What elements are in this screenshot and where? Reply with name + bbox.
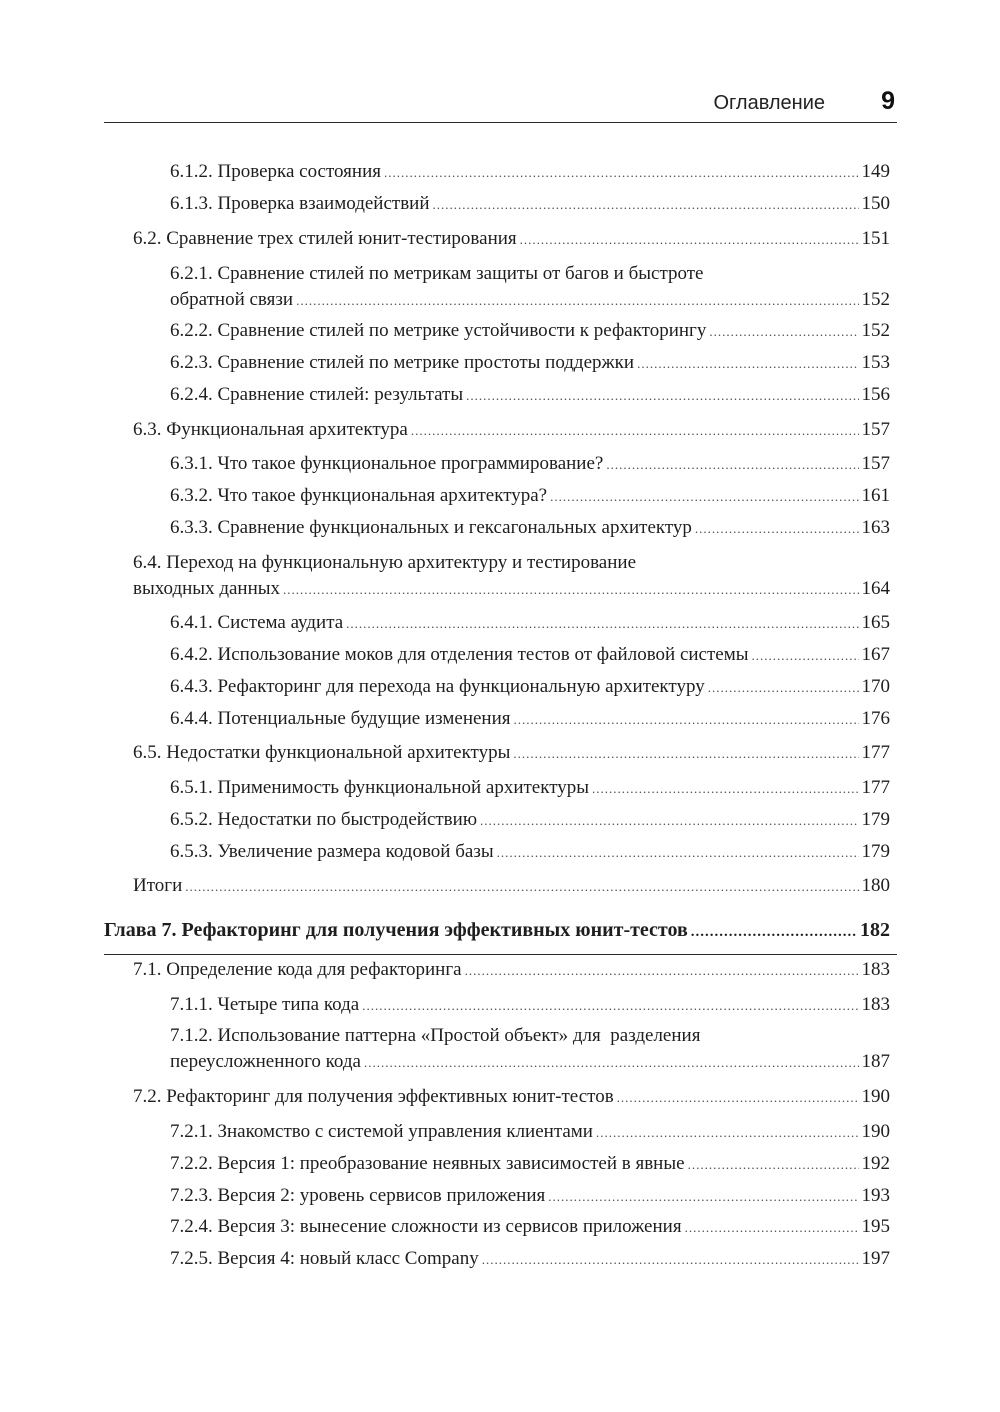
toc-entry-6-4-3[interactable] bbox=[170, 674, 890, 700]
toc-entry-7-2-2[interactable] bbox=[170, 1151, 890, 1177]
toc-entry-summary[interactable] bbox=[133, 873, 890, 899]
toc-entry-page: 152 bbox=[861, 320, 890, 341]
toc-entry-title: 7.2.1. Знакомство с системой управления клиентами bbox=[170, 1121, 593, 1142]
toc-entry-6-5[interactable] bbox=[133, 740, 890, 766]
toc-entry-6-1-3[interactable] bbox=[170, 191, 890, 217]
toc-entry-6-4-4[interactable] bbox=[170, 706, 890, 732]
toc-entry-title: 6.5.3. Увеличение размера кодовой базы bbox=[170, 841, 494, 862]
toc-entry-7-1-1[interactable] bbox=[170, 992, 890, 1018]
toc-entry-page: 193 bbox=[861, 1185, 890, 1206]
toc-entry-page: 152 bbox=[861, 289, 890, 310]
chapter-divider bbox=[104, 954, 897, 955]
toc-entry-title: 6.4.1. Система аудита bbox=[170, 612, 344, 633]
dot-leader bbox=[283, 577, 858, 602]
toc-entry-7-2-1[interactable] bbox=[170, 1119, 890, 1145]
dot-leader bbox=[617, 1085, 859, 1110]
toc-entry-title: 6.2.4. Сравнение стилей: результаты bbox=[170, 384, 464, 405]
toc-entry-page: 153 bbox=[861, 352, 890, 373]
toc-entry-6-4[interactable] bbox=[133, 550, 890, 602]
toc-entry-page: 192 bbox=[861, 1153, 890, 1174]
dot-leader bbox=[296, 288, 858, 313]
toc-chapter-7[interactable] bbox=[104, 918, 890, 945]
dot-leader bbox=[513, 741, 858, 766]
toc-entry-page: 183 bbox=[861, 994, 890, 1015]
toc-entry-page: 151 bbox=[861, 228, 890, 249]
toc-entry-title: 6.3.2. Что такое функциональная архитектура? bbox=[170, 485, 548, 506]
dot-leader bbox=[384, 160, 859, 185]
toc-entry-page: 164 bbox=[861, 578, 890, 599]
dot-leader bbox=[688, 1152, 859, 1177]
toc-entry-title: 6.1.3. Проверка взаимодействий bbox=[170, 193, 430, 214]
dot-leader bbox=[548, 1184, 858, 1209]
toc-entry-7-1[interactable] bbox=[133, 957, 890, 983]
toc-entry-page: 195 bbox=[861, 1216, 890, 1237]
toc-entry-6-5-2[interactable] bbox=[170, 807, 890, 833]
toc-entry-title: 6.5.2. Недостатки по быстродействию bbox=[170, 809, 478, 830]
toc-entry-title: 6.3. Функциональная архитектура bbox=[133, 419, 408, 440]
toc-entry-page: 190 bbox=[861, 1121, 890, 1142]
dot-leader bbox=[685, 1215, 859, 1240]
toc-entry-6-2[interactable] bbox=[133, 226, 890, 252]
toc-entry-title: 6.4.2. Использование моков для отделения тестов от файловой системы bbox=[170, 644, 749, 665]
toc-entry-6-2-2[interactable] bbox=[170, 318, 890, 344]
toc-entry-page: 150 bbox=[861, 193, 890, 214]
dot-leader bbox=[691, 920, 857, 945]
toc-entry-6-5-3[interactable] bbox=[170, 839, 890, 865]
dot-leader bbox=[364, 1050, 859, 1075]
toc-entry-title: 6.2. Сравнение трех стилей юнит-тестирования bbox=[133, 228, 517, 249]
toc-entry-title: 6.2.3. Сравнение стилей по метрике простоты поддержки bbox=[170, 352, 635, 373]
dot-leader bbox=[465, 958, 859, 983]
toc-entry-6-4-2[interactable] bbox=[170, 642, 890, 668]
toc-entry-6-5-1[interactable] bbox=[170, 775, 890, 801]
dot-leader bbox=[514, 707, 859, 732]
dot-leader bbox=[637, 351, 858, 376]
dot-leader bbox=[466, 383, 858, 408]
dot-leader bbox=[708, 675, 859, 700]
toc-entry-page: 165 bbox=[861, 612, 890, 633]
dot-leader bbox=[480, 808, 858, 833]
toc-chapter-title: Глава 7. Рефакторинг для получения эффективных юнит-тестов bbox=[104, 919, 688, 941]
toc-entry-title: 7.2.5. Версия 4: новый класс Company bbox=[170, 1248, 479, 1269]
dot-leader bbox=[433, 192, 859, 217]
toc-entry-7-1-2[interactable] bbox=[170, 1023, 890, 1075]
dot-leader bbox=[752, 643, 859, 668]
toc-entry-page: 161 bbox=[861, 485, 890, 506]
toc-entry-title-continued: переусложненного кода bbox=[170, 1051, 361, 1072]
dot-leader bbox=[520, 227, 859, 252]
toc-entry-6-2-3[interactable] bbox=[170, 350, 890, 376]
dot-leader bbox=[411, 418, 859, 443]
toc-entry-page: 179 bbox=[861, 841, 890, 862]
toc-entry-title: 6.4.4. Потенциальные будущие изменения bbox=[170, 708, 511, 729]
toc-entry-title: 7.1.2. Использование паттерна «Простой объект» для разделения bbox=[170, 1025, 701, 1046]
toc-entry-6-3-2[interactable] bbox=[170, 483, 890, 509]
running-header-title: Оглавление bbox=[713, 92, 825, 114]
toc-entry-title: 6.4.3. Рефакторинг для перехода на функциональную архитектуру bbox=[170, 676, 705, 697]
toc-entry-6-2-4[interactable] bbox=[170, 382, 890, 408]
dot-leader bbox=[185, 874, 858, 899]
toc-entry-page: 187 bbox=[861, 1051, 890, 1072]
dot-leader bbox=[695, 516, 859, 541]
dot-leader bbox=[497, 840, 859, 865]
toc-entry-title: 7.2.2. Версия 1: преобразование неявных зависимостей в явные bbox=[170, 1153, 685, 1174]
toc-entry-page: 179 bbox=[861, 809, 890, 830]
toc-entry-page: 177 bbox=[861, 777, 890, 798]
toc-entry-title: 6.3.1. Что такое функциональное программирование? bbox=[170, 453, 604, 474]
dot-leader bbox=[362, 993, 858, 1018]
toc-entry-title: 7.1. Определение кода для рефакторинга bbox=[133, 959, 462, 980]
toc-entry-title: 7.1.1. Четыре типа кода bbox=[170, 994, 360, 1015]
toc-entry-page: 197 bbox=[861, 1248, 890, 1269]
toc-entry-title: 6.2.1. Сравнение стилей по метрикам защиты от багов и быстроте bbox=[170, 263, 704, 284]
toc-entry-7-2-3[interactable] bbox=[170, 1183, 890, 1209]
toc-entry-page: 183 bbox=[861, 959, 890, 980]
dot-leader bbox=[346, 611, 858, 636]
toc-entry-page: 180 bbox=[861, 875, 890, 896]
toc-entry-6-2-1[interactable] bbox=[170, 261, 890, 313]
toc-entry-page: 170 bbox=[861, 676, 890, 697]
toc-entry-page: 163 bbox=[861, 517, 890, 538]
page-number: 9 bbox=[881, 87, 895, 115]
toc-entry-page: 177 bbox=[861, 742, 890, 763]
toc-entry-title: 7.2.3. Версия 2: уровень сервисов приложения bbox=[170, 1185, 546, 1206]
toc-entry-title: 6.5.1. Применимость функциональной архитектуры bbox=[170, 777, 590, 798]
toc-entry-6-3[interactable] bbox=[133, 417, 890, 443]
toc-entry-7-2-5[interactable] bbox=[170, 1246, 890, 1272]
toc-entry-title: 6.4. Переход на функциональную архитектуру и тестирование bbox=[133, 552, 637, 573]
toc-entry-page: 149 bbox=[861, 161, 890, 182]
toc-entry-title-continued: обратной связи bbox=[170, 289, 294, 310]
toc-entry-page: 156 bbox=[861, 384, 890, 405]
toc-entry-page: 182 bbox=[860, 919, 890, 941]
dot-leader bbox=[596, 1120, 859, 1145]
toc-entry-page: 167 bbox=[861, 644, 890, 665]
toc-entry-7-2-4[interactable] bbox=[170, 1214, 890, 1240]
toc-entry-6-1-2[interactable] bbox=[170, 159, 890, 185]
toc-entry-title: 6.2.2. Сравнение стилей по метрике устойчивости к рефакторингу bbox=[170, 320, 707, 341]
toc-entry-page: 176 bbox=[861, 708, 890, 729]
toc-entry-title: 6.1.2. Проверка состояния bbox=[170, 161, 381, 182]
toc-entry-page: 157 bbox=[861, 453, 890, 474]
toc-entry-6-3-3[interactable] bbox=[170, 515, 890, 541]
toc-entry-page: 157 bbox=[861, 419, 890, 440]
dot-leader bbox=[606, 452, 858, 477]
toc-entry-title: 6.3.3. Сравнение функциональных и гексагональных архитектур bbox=[170, 517, 692, 538]
toc-entry-7-2[interactable] bbox=[133, 1084, 890, 1110]
dot-leader bbox=[592, 776, 858, 801]
dot-leader bbox=[482, 1247, 859, 1272]
toc-entry-6-3-1[interactable] bbox=[170, 451, 890, 477]
toc-entry-6-4-1[interactable] bbox=[170, 610, 890, 636]
toc-entry-title: Итоги bbox=[133, 875, 183, 896]
toc-entry-title-continued: выходных данных bbox=[133, 578, 281, 599]
toc-entry-title: 6.5. Недостатки функциональной архитектуры bbox=[133, 742, 511, 763]
toc-entry-page: 190 bbox=[861, 1086, 890, 1107]
dot-leader bbox=[550, 484, 858, 509]
dot-leader bbox=[709, 319, 858, 344]
toc-entry-title: 7.2. Рефакторинг для получения эффективных юнит-тестов bbox=[133, 1086, 614, 1107]
toc-entry-title: 7.2.4. Версия 3: вынесение сложности из сервисов приложения bbox=[170, 1216, 682, 1237]
